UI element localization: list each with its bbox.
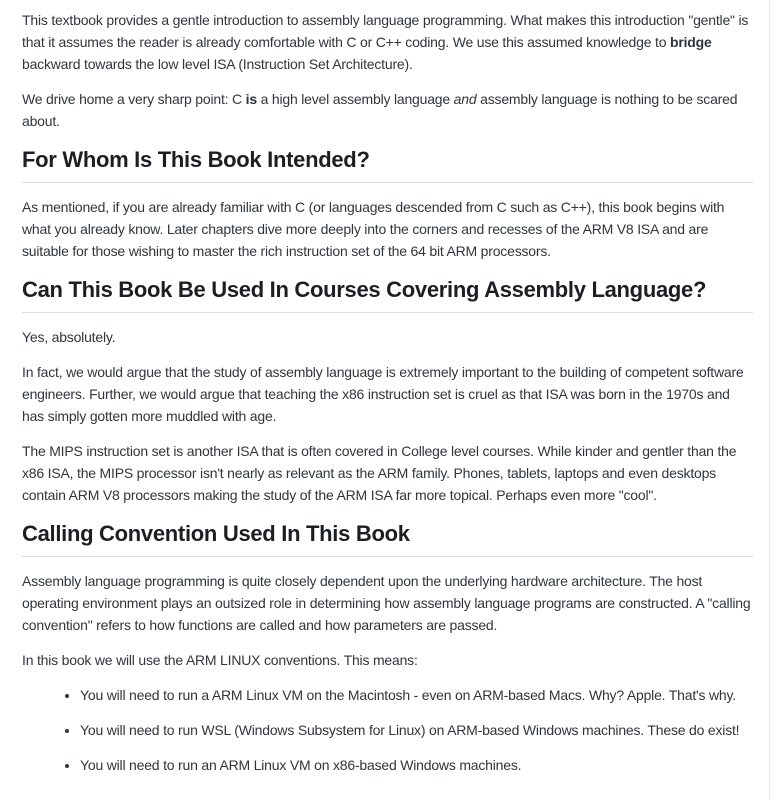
text-segment: a high level assembly language bbox=[256, 91, 454, 107]
section-heading-for-whom: For Whom Is This Book Intended? bbox=[22, 145, 753, 183]
section-heading-courses: Can This Book Be Used In Courses Covering Assembly Language? bbox=[22, 275, 753, 313]
text-segment: assembly language is nothing to be scared about. bbox=[22, 91, 738, 129]
paragraph-for-whom: As mentioned, if you are already familiar with C (or languages descended from C such as C++), this book begins with what you already know. Later chapters dive more deeply into the corners and recesses of the ARM V8 ISA and are suitable for those wishing to master the rich instruction set of the 64 bit ARM processors. bbox=[22, 199, 725, 259]
section-heading-calling-convention: Calling Convention Used In This Book bbox=[22, 519, 753, 557]
paragraph-yes-absolutely: Yes, absolutely. bbox=[22, 329, 116, 345]
list-item-macintosh: • You will need to run a ARM Linux VM on the Macintosh - even on ARM-based Macs. Why? Apple. That's why. bbox=[80, 684, 753, 706]
paragraph-calling-convention: Assembly language programming is quite closely dependent upon the underlying hardware architecture. The host operating environment plays an outsized role in determining how assembly language programs are constructed. A "calling convention" refers to how functions are called and how parameters are passed. bbox=[22, 573, 751, 633]
text-segment: backward towards the low level ISA (Instruction Set Architecture). bbox=[22, 56, 413, 72]
intro-paragraph-1 bbox=[22, 9, 753, 75]
paragraph-mips: The MIPS instruction set is another ISA that is often covered in College level courses. While kinder and gentler than the x86 ISA, the MIPS processor isn't nearly as relevant as the ARM family. Phones, tablets, laptops and even desktops contain ARM V8 processors making the study of the ARM ISA far more topical. Perhaps even more "cool". bbox=[22, 443, 737, 503]
text-segment-italic: and bbox=[453, 91, 477, 107]
text-segment: This textbook provides a gentle introduction to assembly language programming. What makes this introduction "gentle" is that it assumes the reader is already comfortable with C or C++ coding. We use this assumed knowledge to bbox=[22, 12, 749, 50]
content-right-edge-line bbox=[769, 0, 770, 800]
list-item-wsl: • You will need to run WSL (Windows Subsystem for Linux) on ARM-based Windows machines. These do exist! bbox=[80, 719, 753, 741]
paragraph-in-fact: In fact, we would argue that the study of assembly language is extremely important to the building of competent software engineers. Further, we would argue that teaching the x86 instruction set is cruel as that ISA was born in the 1970s and has simply gotten more muddled with age. bbox=[22, 364, 744, 424]
intro-paragraph-2 bbox=[22, 88, 753, 132]
text-segment-bold: bridge bbox=[669, 34, 712, 50]
list-item-x86-windows: • You will need to run an ARM Linux VM on x86-based Windows machines. bbox=[80, 754, 753, 776]
text-segment-bold: is bbox=[245, 91, 257, 107]
paragraph-arm-linux-conventions: In this book we will use the ARM LINUX conventions. This means: bbox=[22, 652, 418, 668]
text-segment: We drive home a very sharp point: C bbox=[22, 91, 246, 107]
requirements-list bbox=[22, 684, 753, 776]
